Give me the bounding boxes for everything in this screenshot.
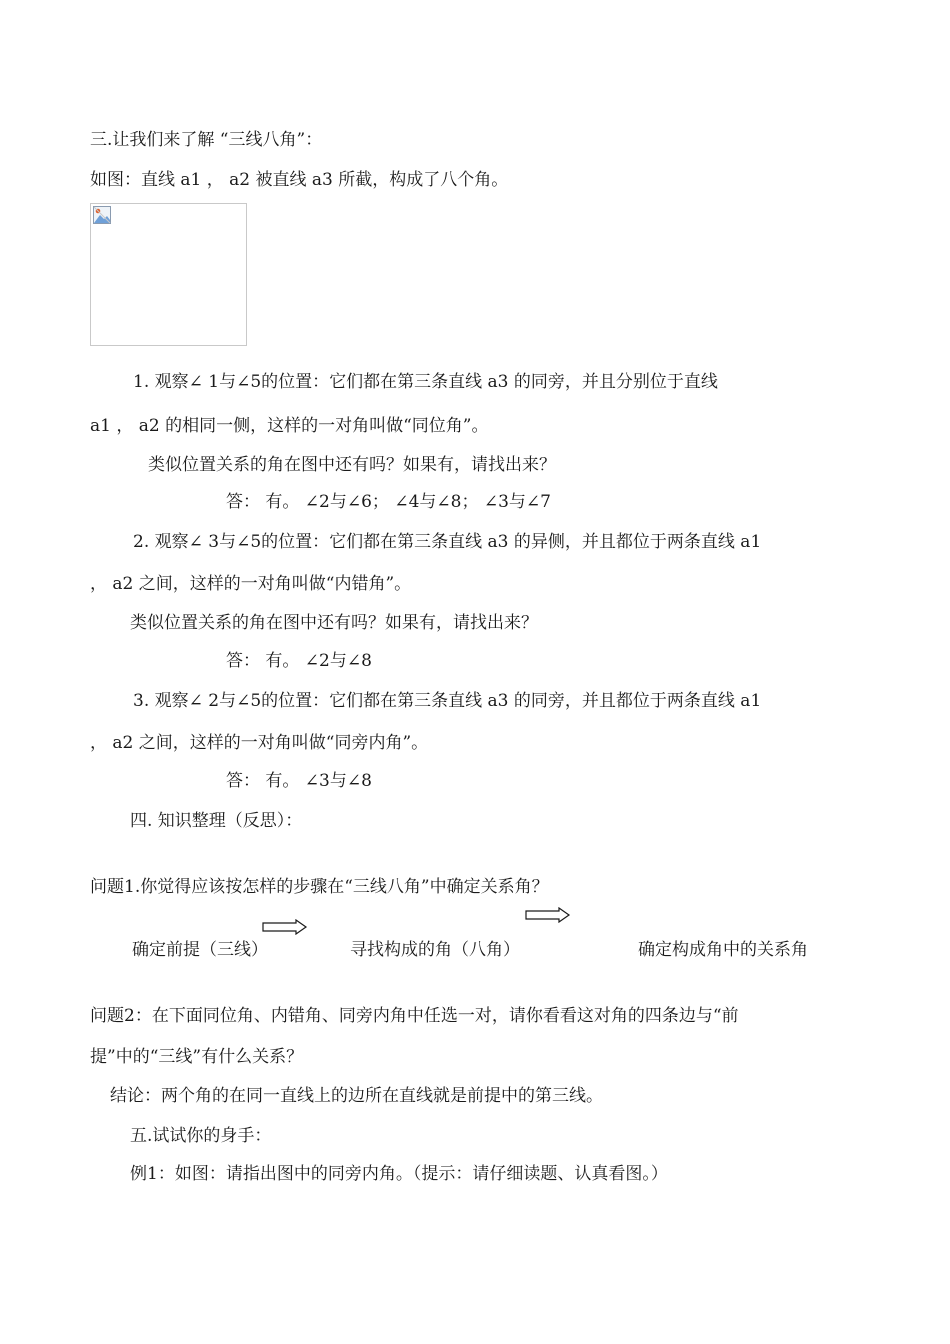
item3-line1: 3. 观察∠ 2与∠5的位置：它们都在第三条直线 a3 的同旁，并且都位于两条直线 a1 [133,691,762,711]
question1: 问题1.你觉得应该按怎样的步骤在“三线八角”中确定关系角？ [90,877,549,897]
item2-line1: 2. 观察∠ 3与∠5的位置：它们都在第三条直线 a3 的异侧，并且都位于两条直线 a1 [133,532,762,552]
item1-line2: a1 ， a2 的相同一侧，这样的一对角叫做“同位角”。 [90,416,489,436]
item1-answer: 答： 有。 ∠2与∠6； ∠4与∠8； ∠3与∠7 [226,492,551,512]
figure-image-placeholder [90,203,247,346]
item2-answer: 答： 有。 ∠2与∠8 [226,651,372,671]
arrow-right-icon [525,907,571,923]
section3-intro: 如图：直线 a1 ， a2 被直线 a3 所截，构成了八个角。 [90,170,509,190]
step-relation-angles: 确定构成角中的关系角 [638,940,808,960]
broken-image-icon [93,206,111,224]
question2-line2: 提”中的“三线”有什么关系？ [90,1047,304,1067]
section5-heading: 五.试试你的身手： [130,1126,272,1146]
conclusion: 结论：两个角的在同一直线上的边所在直线就是前提中的第三线。 [110,1086,603,1106]
item3-answer: 答： 有。 ∠3与∠8 [226,771,372,791]
section3-heading: 三.让我们来了解 “三线八角”： [90,130,323,150]
item1-question: 类似位置关系的角在图中还有吗？如果有，请找出来？ [148,455,556,475]
step-find-angles: 寻找构成的角（八角） [350,940,520,960]
step-premise: 确定前提（三线） [132,940,268,960]
item2-question: 类似位置关系的角在图中还有吗？如果有，请找出来？ [130,613,538,633]
section4-heading: 四. 知识整理（反思）： [130,811,303,831]
item1-line1: 1. 观察∠ 1与∠5的位置：它们都在第三条直线 a3 的同旁，并且分别位于直线 [133,372,718,392]
arrow-right-icon [262,919,308,935]
question2-line1: 问题2：在下面同位角、内错角、同旁内角中任选一对，请你看看这对角的四条边与“前 [90,1006,739,1026]
item2-line2: ， a2 之间，这样的一对角叫做“内错角”。 [90,574,412,594]
example1: 例1：如图：请指出图中的同旁内角。（提示：请仔细读题、认真看图。） [130,1164,668,1184]
item3-line2: ， a2 之间，这样的一对角叫做“同旁内角”。 [90,733,429,753]
